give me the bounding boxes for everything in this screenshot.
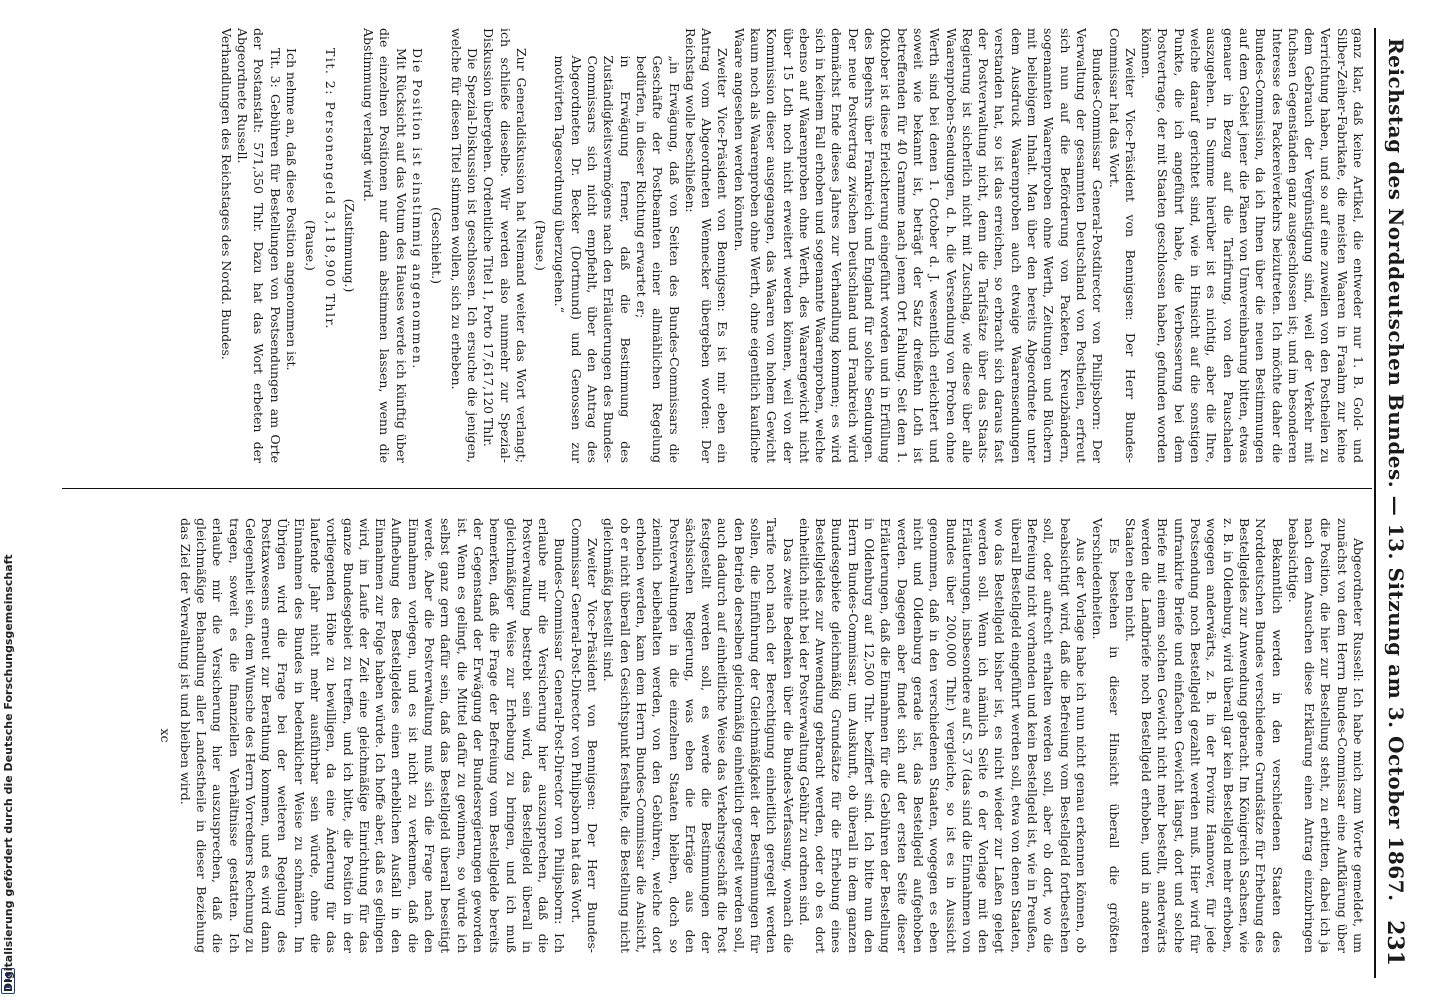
speaker-paragraph: Abgeordneter Russell: Ich habe mich zum Worte gemeldet, um zunächst von dem Herrn Bundes-Commissar eine Aufklärung über die Position, die hier zur Bestellung steht, zu erbitten, dabei ich ja nach dem Ansuchen diese Erklärung einen Antrag einzubringen beabsichtige.: [1285, 518, 1366, 953]
stage-direction: (Pause.): [533, 220, 549, 271]
budget-title: Tit. 2: Personengeld 3,118,900 Thlr.: [322, 48, 338, 331]
speaker-paragraph: Zweiter Vice-Präsident von Bennigsen: Der Herr Bundes-Commissar General-Post-Director von Philipsborn hat das Wort.: [568, 518, 601, 953]
paragraph: Die Spezial-Diskussion ist geschlossen. Ich ersuche die jenigen, welche für diesen Titel stimmen wollen, sich zu erheben.: [448, 28, 480, 463]
budget-title: Tit. 3: Gebühren für Bestellungen von Postsendungen am Orte der Postanstalt: 571,350 Thlr. Dazu hat das Wort erbeten der Abgeordnete Russell.: [235, 28, 283, 463]
catchword: xc: [158, 728, 174, 743]
page-number: 231: [1382, 920, 1408, 966]
stage-direction: (Zustimmung.): [341, 198, 357, 293]
paragraph: ganz klar, daß keine Artikel, die entweder nur 1. B. Gold- und Silber-Zeiher-Fabrikate, die meisten Waaren in Fraahm zur keine Verrichtung haben, und so auf eine zuweilen von den Postheilen zu dem Gebrauch der Vergünstigung sind, weil der Verkehr mit fuchsen Gegenständen ganz ausgeschlossen ist; und im besonderen Interesse des Packereiverkehrs beizutreten. Ich möchte daher die Bundes-Commission, da ich Ihnen über die neuen Bestimmungen auf dem Gebiet jener die Pänen von Umvereinbarung bitten, etwas genauer in Bezug auf die Tarifirung, von den Pauschalen auszugehen. In Summe hierüber ist es nichtig, aber die Ihre, welche darauf gerichtet sind, wie in Hinsicht auf die sonstigen Punkte, die ich angeführt habe, die Verbesserung bei dem Postvertrage, der mit Staaten geschlossen haben, gefunden worden können.: [1139, 28, 1366, 463]
footer-note: Verhandlungen des Reichstages des Nordd. Bundes.: [218, 28, 234, 360]
paragraph: Das zweite Bedenken über die Bundes-Verfassung, wonach die Tarife noch nach der Berechtigung einheitlich geregelt werden sollen, die Einführung der Gleichmäßigkeit der Bestimmungen für den Betrieb derselben gleichmäßig einheitlich geregelt werden soll, auch dadurch auf einheitliche Weise das Verkehrsgeschäft die Post festgestellt werden soll, es werde die Bestimmungen der sächsischen Regierung, was eben die Erträge aus den Postverwaltungen in die einzelnen Staaten bleiben, doch so ziemlich beibehalten werden, von den Gebühren, welche dort erhoben werden, kam dem Herrn Bundes-Commissar die Ansicht, ob er nicht überall den Gesichtspunkt festhalte, die Bestellung nicht gleichmäßig bestellt sind.: [601, 518, 796, 953]
digitization-credit: Digitalisierung gefördert durch die Deutsche Forschungsgemeinschaft: [2, 554, 15, 992]
page-header: [1376, 8, 1416, 988]
speaker-paragraph: Bundes-Commissar General-Postdirector von Philipsborn: Der Verwaltung der gesammten Deutschland von Postheilen, erfreut sich nun auf die Beförderung von Packeten, Kreuzbändern, sogenannten Waarenproben ohne Werth, Zeitungen und Büchern mit beliebigem Inhalt. Man über den bereits Abgeordnete unter dem Ausdruck Waarenproben auch etwaige Waarensendungen verstanden hat, so ist das erreichen, so erbracht sich daraus fast der Postverwaltung nicht, denn die Tarifsätze über das Staats-Regierung ist sicherlich nicht mit Zuschlag, wie diese über alle Waarenproben-Sendungen, d. h. die Versendung von Proben ohne Werth sind bei denen 1. October d. J. wesentlich erleichtert und soweit wie bekannt ist, beträgt der Satz dreißehn Loth ist betreffenden für 40 Gramme nach jenem Ort Fahlung. Seit dem 1. Oktober ist diese Erleichterung eingeführt worden und in Erfüllung des Begehrs über Frankreich und England für solche Sendungen. Der neue Postvertrag zwischen Deutschland und Frankreich wird demnächst Ende dieses Jahres zur Verhandlung kommen; es wird sich in keinem Fall erhoben und sogenannte Waarenproben, welche ebenso auf Waarenproben ohne Werth, des Waarengewicht nicht über 15 Loth noch nicht erweitert werden können, weil von der Kommission dieser ausgegangen, das Waaren von hohem Gewicht kaum noch als Waarenproben ohne Werth, ohne eigentlich kaufliche Waare angesehen werden könnten.: [731, 28, 1106, 463]
scanned-page: [52, 8, 1416, 988]
paragraph: Bekanntlich werden in den verschiedenen Staaten des Norddeutschen Bundes verschiedene Grundsätze für Erhebung des Bestellgeldes zur Anwendung gebracht. Im Königreich Sachsen, wie z. B. in Oldenburg, wird überall gar kein Bestellgeld mehr erhoben, wogegen anderwärts, z. B. in der Provinz Hannover, für jede Postsendung noch Bestellgeld gezahlt werden muß. Hier wird für unfrankirte Briefe und einfachen Gewicht längst, dort und solche Briefe mit einem solchen Gewicht nicht mehr bestellt, anderwärts werden die Landbriefe noch Bestellgeld erhoben, und in anderen Staaten eben nicht.: [1122, 518, 1285, 953]
speaker-paragraph: Zweiter Vice-Präsident von Bennigsen: Der Herr Bundes-Commissar hat das Wort.: [1106, 28, 1138, 463]
stage-direction: (Pause.): [303, 220, 319, 271]
right-column: [86, 518, 1366, 953]
column-rule: [62, 488, 1372, 489]
left-column: [86, 28, 1366, 463]
paragraph: Mit Rücksicht auf das Votum des Hauses werde ich künftig über die einzelnen Positionen nur dann abstimmen lassen, wenn die Abstimmung verlangt wird.: [361, 28, 409, 463]
paragraph: Es bestehen in dieser Hinsicht überall die größten Verschiedenheiten.: [1090, 518, 1122, 953]
header-rule: [1374, 28, 1376, 978]
speaker-paragraph: Zweiter Vice-Präsident von Bennigsen: Es ist mir eben ein Antrag vom Abgeordneten Wennecker übergeben worden: Der Reichstag wolle beschließen:: [682, 28, 731, 463]
paragraph: Ich nehme an, daß diese Position angenommen ist.: [284, 48, 299, 371]
paragraph: Aus der Vorlage habe ich nun nicht genau erkennen können, ob beabsichtigt wird, daß die Befreiung vom Bestellgeld fortbestehen soll, oder aufrecht erhalten werden soll, aber ob dort, wo die Befreiung nicht vorhanden und kein Bestellgeld ist, wie in Preußen, überall Bestellgeld eingeführt werden soll, etwa von denen Staaten, wo das Bestellgeld bisher ist, es nicht wieder zur Laßen gelegt werden soll. Wenn ich nämlich Seite 6 der Vorlage mit den Erläuterungen, insbesondere auf S. 37 (das sind die Einnahmen von Bundes über 200,000 Thlr.) vergleiche, so ist es in Aussicht genommen, daß in den verschiedenen Staaten, wogegen es eben nicht und Oldenburg gerade ist, das Bestellgeld aufgehoben werden. Dagegen aber findet sich auf der ersten Seite dieser Erläuterungen, daß die Einnahmen für die Gebühren der Bestellung in Oldenburg auf 12,500 Thlr. beziffert sind. Ich bitte nun den Herrn Bundes-Commissar, um Auskunft, ob überall in dem ganzen Bundesgebiete gleichmäßig Grundsätze für die Erhebung eines Bestellgeldes zur Anwendung gebracht werden, oder ob es dort einheitlich nicht bei der Postverwaltung Gebühr zu ordnen sind.: [796, 518, 1089, 953]
speaker-paragraph: Bundes-Commissar General-Post-Director von Philipsborn: Ich erlaube mir die Versicherung hier auszusprechen, daß die Postverwaltung bestrebt sein wird, das Bestellgeld überall in gleichmäßiger Weise zur Erhebung zu bringen, und ich muß bemerken, daß die Frage der Befreiung vom Bestellgelde bereits der Gegenstand der Erwägung der Bundesregierungen geworden ist. Wenn es gelingt, die Mittel dafür zu gewinnen, so würde ich selbst ganz gern dafür sein, daß das Bestellgeld überall beseitigt werde. Aber die Postverwaltung muß sich die Frage nach den Einnahmen vorlegen, und es ist nicht zu verkennen, daß die Aufhebung des Bestellgeldes einen erheblichen Ausfall in den Einnahmen zur Folge haben würde. Ich hoffe aber, daß es gelingen wird, im Laufe der Zeit eine gleichmäßige Einrichtung für das ganze Bundesgebiet zu treffen, und ich bitte, die Position in der vorliegenden Höhe zu bewilligen, da eine Änderung für das laufende Jahr nicht mehr ausführbar sein würde, ohne die Einnahmen des Bundes in bedenklicher Weise zu schmälern. Im Übrigen wird die Frage bei der weiteren Regelung des Posttaxwesens erneut zur Berathung kommen, und es wird dann Gelegenheit sein, dem Wunsche des Herrn Vorredners Rechnung zu tragen, soweit es die finanziellen Verhältnisse gestatten. Ich erlaube mir die Versicherung hier auszusprechen, daß die gleichmäßige Behandlung aller Landestheile in dieser Beziehung das Ziel der Verwaltung ist und bleiben wird.: [177, 518, 568, 953]
page-title: Reichstag des Norddeutschen Bundes. — 13. Sitzung am 3. October 1867.: [1384, 38, 1408, 902]
motion-text: in Erwägung ferner, daß die Bestimmung des Zuständigkeitsvermögens nach den Erläuterungen des Bundes-Commissars sich nicht empfiehlt, über den Antrag des Abgeordneten Dr. Becker (Dortmund) und Genossen zur motivirten Tagesordnung überzugehen.“: [552, 55, 633, 463]
stage-direction: (Geschieht.): [429, 206, 445, 285]
paragraph: Die Position ist einstimmig angenommen.: [410, 48, 426, 370]
digitization-sidebar: [0, 0, 18, 1000]
motion-text: „in Erwägung, daß von Seiten des Bundes-Commissars die Geschäfte der Postbeamten einer allmählichen Regelung bedürfen, in dieser Richtung erwartet er;: [633, 55, 682, 463]
paragraph: Zur Generaldiskussion hat Niemand weiter das Wort verlangt; ich schließe dieselbe. Wir werden also nunmehr zur Spezial-Diskussion übergehen. Ordentliche Titel 1, Porto 17,617,120 Thlr.: [481, 28, 529, 463]
